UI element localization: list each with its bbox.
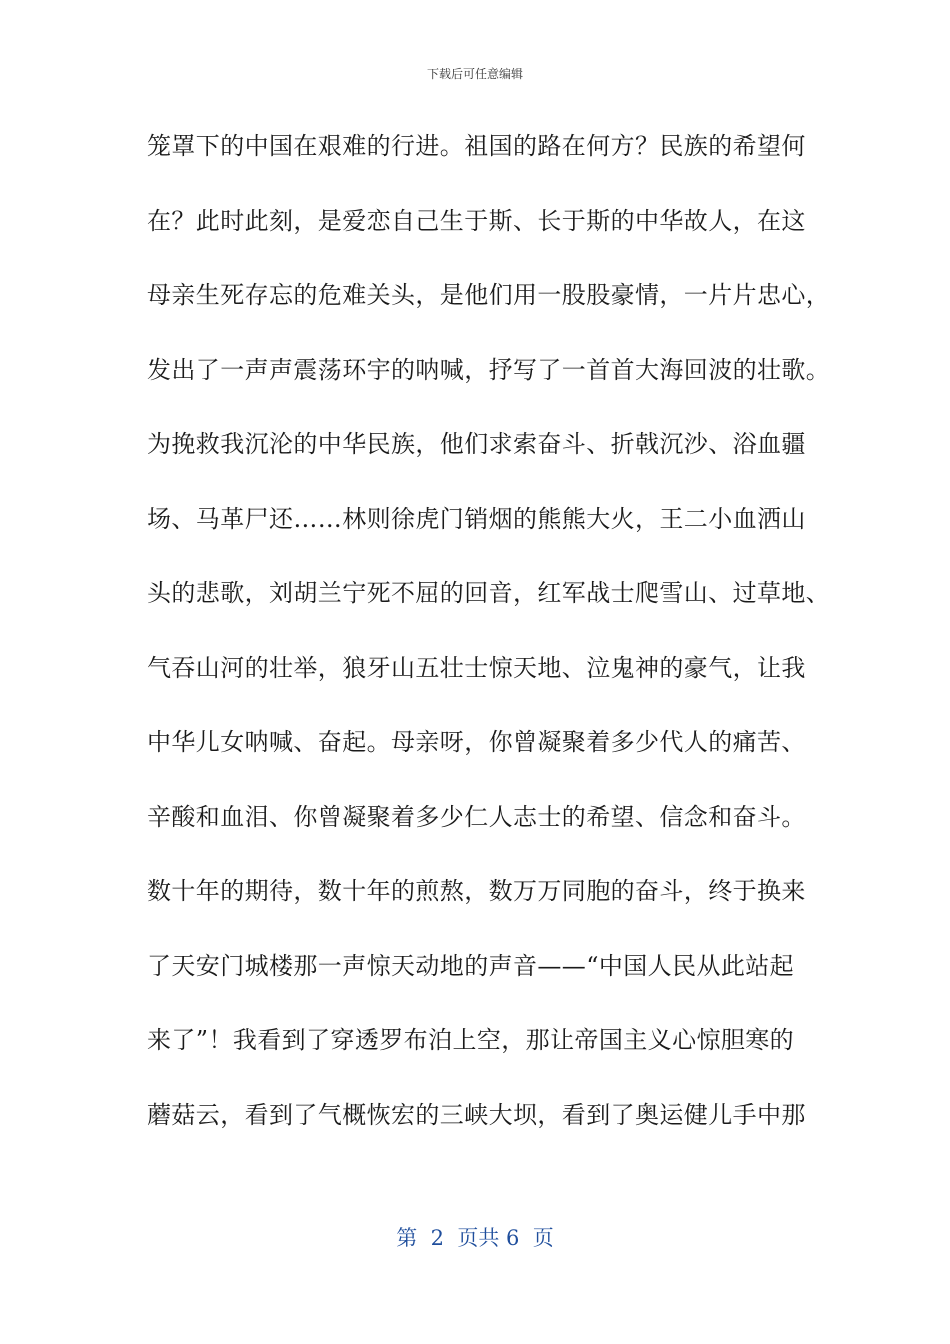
text-line: 数十年的期待，数十年的煎熬，数万万同胞的奋斗，终于换来 bbox=[147, 877, 806, 905]
text-line: 为挽救我沉沦的中华民族，他们求索奋斗、折戟沉沙、浴血疆 bbox=[147, 430, 806, 458]
text-line: 笼罩下的中国在艰难的行进。祖国的路在何方？民族的希望何 bbox=[147, 132, 806, 160]
body-text bbox=[147, 124, 831, 1167]
text-line: 来了”！我看到了穿透罗布泊上空，那让帝国主义心惊胆寒的 bbox=[147, 1026, 795, 1054]
text-line: 辛酸和血泪、你曾凝聚着多少仁人志士的希望、信念和奋斗。 bbox=[147, 802, 806, 831]
text-line: 母亲生死存忘的危难关头，是他们用一股股豪情，一片片忠心， bbox=[147, 281, 831, 309]
page-number: 第 2 页共 6 页 bbox=[396, 1226, 554, 1250]
page-header: 下载后可任意编辑 bbox=[426, 67, 523, 81]
text-line: 蘑菇云，看到了气概恢宏的三峡大坝，看到了奥运健儿手中那 bbox=[147, 1100, 806, 1129]
text-line: 发出了一声声震荡环宇的呐喊，抒写了一首首大海回波的壮歌。 bbox=[147, 355, 831, 384]
text-line: 在？此时此刻，是爱恋自己生于斯、长于斯的中华故人，在这 bbox=[147, 206, 806, 235]
text-line: 头的悲歌，刘胡兰宁死不屈的回音，红军战士爬雪山、过草地、 bbox=[147, 579, 831, 607]
text-line: 场、马革尸还……林则徐虎门销烟的熊熊大火，王二小血洒山 bbox=[147, 504, 806, 533]
text-line: 中华儿女呐喊、奋起。母亲呀，你曾凝聚着多少代人的痛苦、 bbox=[147, 728, 806, 756]
text-line: 了天安门城楼那一声惊天动地的声音——“中国人民从此站起 bbox=[147, 951, 795, 980]
text-line: 气吞山河的壮举，狼牙山五壮士惊天地、泣鬼神的豪气，让我 bbox=[147, 653, 806, 682]
